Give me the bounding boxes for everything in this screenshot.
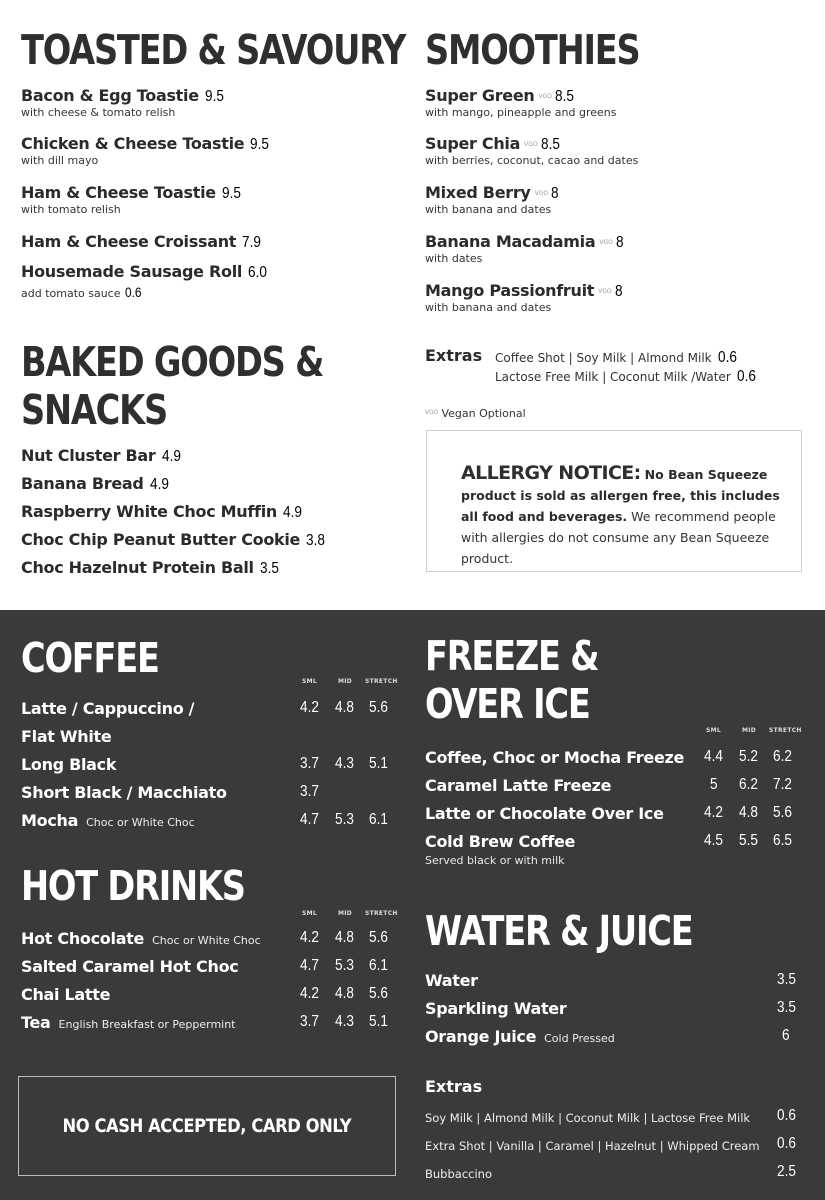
item-name: Banana Bread [21, 474, 144, 493]
extras-row [425, 1163, 805, 1183]
extras-price: 0.6 [736, 368, 756, 385]
price-sml: 3.7 [300, 755, 319, 772]
menu-item [21, 558, 282, 578]
price-stretch: 6.5 [773, 832, 792, 849]
price-stretch: 6.1 [369, 811, 388, 828]
item-price: 6.0 [248, 264, 268, 281]
extras-text: Lactose Free Milk | Coconut Milk /Water [495, 370, 731, 384]
item-price: 6 [782, 1027, 790, 1044]
menu-item [21, 134, 273, 167]
item-price: 8.5 [540, 136, 560, 153]
extras-price: 0.6 [777, 1135, 796, 1152]
item-sub: English Breakfast or Peppermint [58, 1018, 236, 1031]
size-sml: SML [302, 678, 318, 685]
item-name: Nut Cluster Bar [21, 446, 156, 465]
extras-row [425, 1107, 805, 1127]
table-row [425, 1027, 805, 1049]
item-desc: Served black or with milk [425, 854, 565, 867]
baked-heading-line1: BAKED GOODS & [21, 338, 324, 386]
menu-item [21, 86, 227, 119]
size-mid: MID [742, 727, 757, 734]
allergy-notice [426, 430, 802, 572]
item-name: Long Black [21, 755, 117, 774]
table-row [425, 999, 805, 1021]
vegan-note-text: Vegan Optional [441, 407, 526, 420]
addon-price: 0.6 [124, 284, 142, 300]
item-name: Short Black / Macchiato [21, 783, 227, 802]
price-mid: 5.3 [335, 811, 354, 828]
menu-item [21, 183, 244, 216]
size-stretch: STRETCH [365, 678, 398, 685]
vegan-optional-mark: VGO [534, 190, 549, 197]
extras-price: 0.6 [777, 1107, 796, 1124]
menu-item [425, 281, 624, 314]
price-mid: 6.2 [739, 776, 758, 793]
item-name: Hot Chocolate [21, 929, 145, 948]
item-price: 4.9 [161, 448, 181, 465]
table-row [21, 957, 401, 979]
price-mid: 5.2 [739, 748, 758, 765]
menu-item [21, 474, 172, 494]
item-sub: Choc or White Choc [86, 816, 195, 829]
price-stretch: 6.2 [773, 748, 792, 765]
menu-item [425, 86, 616, 119]
smoothie-extras-line [495, 366, 759, 386]
item-name-continued [21, 727, 111, 746]
price-sml: 4.7 [300, 811, 319, 828]
item-desc: with banana and dates [425, 301, 552, 314]
item-desc: with berries, coconut, cacao and dates [425, 154, 639, 167]
toasted-heading: TOASTED & SAVOURY [21, 26, 406, 74]
extras-price: 0.6 [717, 349, 737, 366]
extras-row [425, 1135, 805, 1155]
item-name: Caramel Latte Freeze [425, 776, 612, 795]
drink-extras-label: Extras [425, 1077, 483, 1096]
item-name: Sparkling Water [425, 999, 567, 1018]
allergy-bold-text: No Bean Squeeze product is sold as allergen free, this includes all food and beverages. [461, 467, 780, 524]
vegan-optional-mark: VGO [524, 141, 538, 148]
item-price: 7.9 [242, 234, 262, 251]
price-mid: 4.8 [335, 929, 354, 946]
item-name: Latte or Chocolate Over Ice [425, 804, 664, 823]
item-price: 3.8 [306, 532, 326, 549]
cash-notice-text: NO CASH ACCEPTED, CARD ONLY [62, 1115, 352, 1137]
item-name: Choc Chip Peanut Butter Cookie [21, 530, 301, 549]
allergy-text: We recommend people with allergies do not consume any Bean Squeeze product. [461, 509, 776, 566]
table-row [21, 1013, 401, 1035]
table-row [21, 699, 401, 721]
item-name: Ham & Cheese Croissant [21, 232, 237, 251]
vegan-optional-mark: VGO [425, 409, 439, 416]
item-name: Tea [21, 1013, 51, 1032]
table-row [21, 755, 401, 777]
item-name: Raspberry White Choc Muffin [21, 502, 277, 521]
extras-text: Extra Shot | Vanilla | Caramel | Hazelnut | Whipped Cream [425, 1139, 760, 1153]
item-price: 8.5 [554, 88, 574, 105]
smoothie-extras-label: Extras [425, 346, 483, 365]
item-name: Super Chia [425, 134, 521, 153]
extras-text: Bubbaccino [425, 1167, 492, 1181]
baked-heading-line2: SNACKS [21, 386, 167, 434]
item-price: 8 [551, 185, 559, 202]
item-name: Mango Passionfruit [425, 281, 595, 300]
item-price: 9.5 [204, 88, 224, 105]
item-sub: Cold Pressed [544, 1032, 615, 1045]
item-name: Coffee, Choc or Mocha Freeze [425, 748, 685, 767]
item-name: Water [425, 971, 478, 990]
table-row [425, 832, 805, 854]
item-price: 4.9 [149, 476, 169, 493]
price-mid: 4.8 [335, 699, 354, 716]
extras-price: 2.5 [777, 1163, 796, 1180]
item-price: 8 [614, 283, 623, 300]
item-desc: with banana and dates [425, 203, 552, 216]
item-desc: with mango, pineapple and greens [425, 106, 617, 119]
price-mid: 4.8 [335, 985, 354, 1002]
menu-item [425, 183, 560, 216]
price-sml: 5 [710, 776, 718, 793]
drinks-section [0, 610, 825, 1200]
menu-item [21, 530, 328, 550]
item-name: Mocha [21, 811, 79, 830]
price-sml: 4.5 [704, 832, 723, 849]
item-name: Orange Juice [425, 1027, 537, 1046]
item-name: Housemade Sausage Roll [21, 262, 243, 281]
table-row [21, 783, 401, 805]
extras-text: Soy Milk | Almond Milk | Coconut Milk | Lactose Free Milk [425, 1111, 751, 1125]
water-heading: WATER & JUICE [425, 907, 693, 955]
price-sml: 3.7 [300, 783, 319, 800]
price-sml: 4.2 [300, 929, 319, 946]
item-price: 3.5 [777, 971, 796, 988]
price-sml: 4.2 [300, 699, 319, 716]
item-name: Chai Latte [21, 985, 111, 1004]
vegan-optional-mark: VGO [599, 239, 613, 246]
freeze-heading-line2: OVER ICE [425, 680, 590, 728]
vegan-note [425, 402, 526, 421]
item-name: Banana Macadamia [425, 232, 596, 251]
price-stretch: 5.6 [369, 985, 388, 1002]
size-mid: MID [338, 678, 353, 685]
freeze-heading-line1: FREEZE & [425, 632, 599, 680]
price-mid: 4.8 [739, 804, 758, 821]
smoothie-extras-line [495, 347, 740, 367]
menu-item [21, 446, 184, 466]
item-name: Mixed Berry [425, 183, 531, 202]
item-name: Salted Caramel Hot Choc [21, 957, 239, 976]
price-stretch: 5.6 [773, 804, 792, 821]
item-name: Bacon & Egg Toastie [21, 86, 199, 105]
menu-item [425, 232, 625, 265]
price-sml: 4.7 [300, 957, 319, 974]
item-price: 9.5 [250, 136, 270, 153]
cash-notice [18, 1076, 396, 1176]
price-stretch: 5.6 [369, 699, 388, 716]
table-row [21, 929, 401, 951]
coffee-heading: COFFEE [21, 634, 159, 682]
price-stretch: 5.1 [369, 755, 388, 772]
table-row [21, 985, 401, 1007]
item-name: Cold Brew Coffee [425, 832, 576, 851]
price-mid: 5.5 [739, 832, 758, 849]
item-name: Choc Hazelnut Protein Ball [21, 558, 254, 577]
item-name: Latte / Cappuccino / [21, 699, 195, 718]
price-mid: 5.3 [335, 957, 354, 974]
price-mid: 4.3 [335, 1013, 354, 1030]
menu-item [21, 502, 305, 522]
smoothies-heading: SMOOTHIES [425, 26, 640, 74]
size-stretch: STRETCH [365, 910, 398, 917]
price-sml: 4.4 [704, 748, 723, 765]
price-stretch: 5.1 [369, 1013, 388, 1030]
size-sml: SML [302, 910, 318, 917]
item-name: Flat White [21, 727, 112, 746]
table-row [21, 811, 401, 833]
item-price: 9.5 [221, 185, 241, 202]
item-desc: with dates [425, 252, 483, 265]
item-price: 3.5 [259, 560, 279, 577]
table-row [425, 804, 805, 826]
item-name: Ham & Cheese Toastie [21, 183, 216, 202]
allergy-title: ALLERGY NOTICE: [461, 462, 641, 484]
price-stretch: 6.1 [369, 957, 388, 974]
size-stretch: STRETCH [769, 727, 802, 734]
table-row [425, 971, 805, 993]
item-price: 4.9 [282, 504, 302, 521]
extras-text: Coffee Shot | Soy Milk | Almond Milk [495, 351, 712, 365]
menu-item [21, 232, 264, 252]
menu-item [21, 262, 270, 301]
vegan-optional-mark: VGO [598, 288, 612, 295]
price-sml: 3.7 [300, 1013, 319, 1030]
size-sml: SML [706, 727, 722, 734]
item-name: Super Green [425, 86, 535, 105]
table-row [425, 776, 805, 798]
item-name: Chicken & Cheese Toastie [21, 134, 245, 153]
item-price: 3.5 [777, 999, 796, 1016]
price-sml: 4.2 [704, 804, 723, 821]
item-desc: add tomato sauce [21, 287, 121, 300]
item-desc: with cheese & tomato relish [21, 106, 176, 119]
price-mid: 4.3 [335, 755, 354, 772]
item-desc: with dill mayo [21, 154, 99, 167]
item-price: 8 [615, 234, 624, 251]
vegan-optional-mark: VGO [538, 93, 552, 100]
menu-item [425, 134, 638, 167]
price-sml: 4.2 [300, 985, 319, 1002]
hot-drinks-heading: HOT DRINKS [21, 862, 245, 910]
item-desc: with tomato relish [21, 203, 121, 216]
size-mid: MID [338, 910, 353, 917]
price-stretch: 7.2 [773, 776, 792, 793]
price-stretch: 5.6 [369, 929, 388, 946]
item-sub: Choc or White Choc [152, 934, 261, 947]
table-row [425, 748, 805, 770]
